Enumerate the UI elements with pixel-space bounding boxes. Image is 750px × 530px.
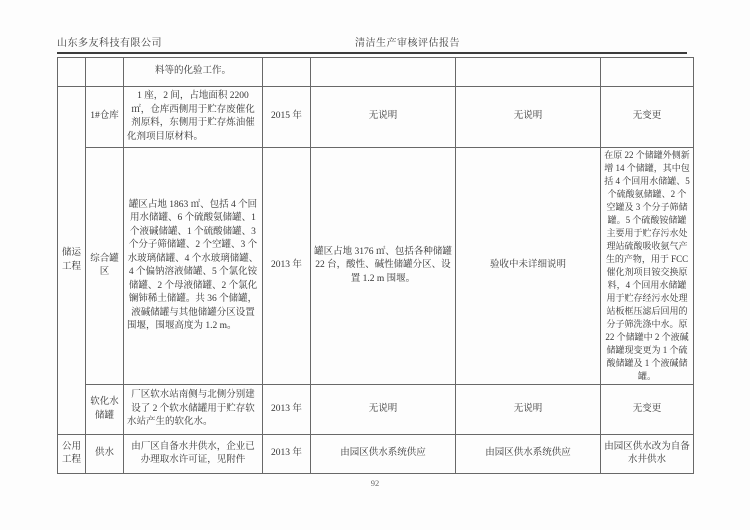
cell-category-utility: 公用工程: [58, 435, 86, 474]
cell-description: 料等的化验工作。: [124, 58, 263, 87]
cell-note-a: 由园区供水系统供应: [311, 435, 456, 474]
cell-category: [58, 58, 86, 87]
table-row-water-supply: [58, 435, 694, 474]
cell-category-storage: 储运工程: [58, 87, 86, 435]
cell-note-a: 罐区占地 3176 ㎡、包括各种储罐 22 台，酸性、碱性储罐分区、设置 1.2 m 围堰。: [311, 148, 456, 385]
cell-project: 综合罐区: [86, 148, 124, 385]
cell-project: 1#仓库: [86, 87, 124, 148]
cell-year: 2015 年: [263, 87, 311, 148]
cell-note-a: [311, 58, 456, 87]
table-row-continuation: [58, 58, 694, 87]
cell-project: 供水: [86, 435, 124, 474]
table-row-soft-water-tank: [58, 385, 694, 435]
cell-change: 由园区供水改为自备水井供水: [601, 435, 694, 474]
cell-project: 软化水储罐: [86, 385, 124, 435]
cell-note-a: 无说明: [311, 385, 456, 435]
cell-year: 2013 年: [263, 385, 311, 435]
cell-change: 无变更: [601, 87, 694, 148]
cell-description: 厂区软水站南侧与北侧分别建设了 2 个软水储罐用于贮存软水站产生的软化水。: [124, 385, 263, 435]
cell-note-a: 无说明: [311, 87, 456, 148]
cell-note-b: 验收中未详细说明: [456, 148, 601, 385]
cell-description: 1 座，2 间，占地面积 2200 ㎡，仓库西侧用于贮存废催化剂原料，东侧用于贮存炼油催化剂项目原材料。: [124, 87, 263, 148]
cell-note-b: 无说明: [456, 385, 601, 435]
header-company-name: 山东多友科技有限公司: [57, 38, 162, 49]
construction-change-table: [57, 57, 694, 474]
cell-note-b: 无说明: [456, 87, 601, 148]
cell-year: 2013 年: [263, 435, 311, 474]
header-report-title: 清洁生产审核评估报告: [355, 38, 460, 49]
cell-note-b: 由园区供水系统供应: [456, 435, 601, 474]
cell-description: 由厂区自备水井供水，企业已办理取水许可证，见附件: [124, 435, 263, 474]
cell-project: [86, 58, 124, 87]
cell-change: [601, 58, 694, 87]
table-row-warehouse: [58, 87, 694, 148]
cell-year: [263, 58, 311, 87]
cell-year: 2013 年: [263, 148, 311, 385]
cell-note-b: [456, 58, 601, 87]
cell-change: 在原 22 个储罐外侧新增 14 个储罐，其中包括 4 个回用水储罐、5 个硫酸氨储罐、2 个空罐及 3 个分子筛储罐。5 个硫酸铵储罐主要用于贮存污水处理站硫酸吸收氨气产生的产物，用于 FCC 催化剂项目铵交换原料，4 个回用水储罐用于贮存经污水处理站板框压滤后回用的分子筛洗涤中水。原 22 个储罐中 2 个液碱储罐现变更为 1 个硫酸储罐及 1 个液碱储罐。: [601, 148, 694, 385]
cell-description: 罐区占地 1863 ㎡、包括 4 个回用水储罐、6 个硫酸氨储罐、1 个液碱储罐、1 个硫酸储罐、3 个分子筛储罐、2 个空罐、3 个水玻璃储罐、4 个水玻璃储罐、4 个偏钠溶液储罐、5 个氯化铵储罐、2 个母液储罐、2 个氯化镧铈稀土储罐。共 36 个储罐，液碱储罐与其他储罐分区设置围堰，围堰高度为 1.2 m。: [124, 148, 263, 385]
page-number: 92: [370, 478, 380, 488]
table-row-tank-farm: [58, 148, 694, 385]
page-header: [57, 33, 687, 54]
cell-change: 无变更: [601, 385, 694, 435]
